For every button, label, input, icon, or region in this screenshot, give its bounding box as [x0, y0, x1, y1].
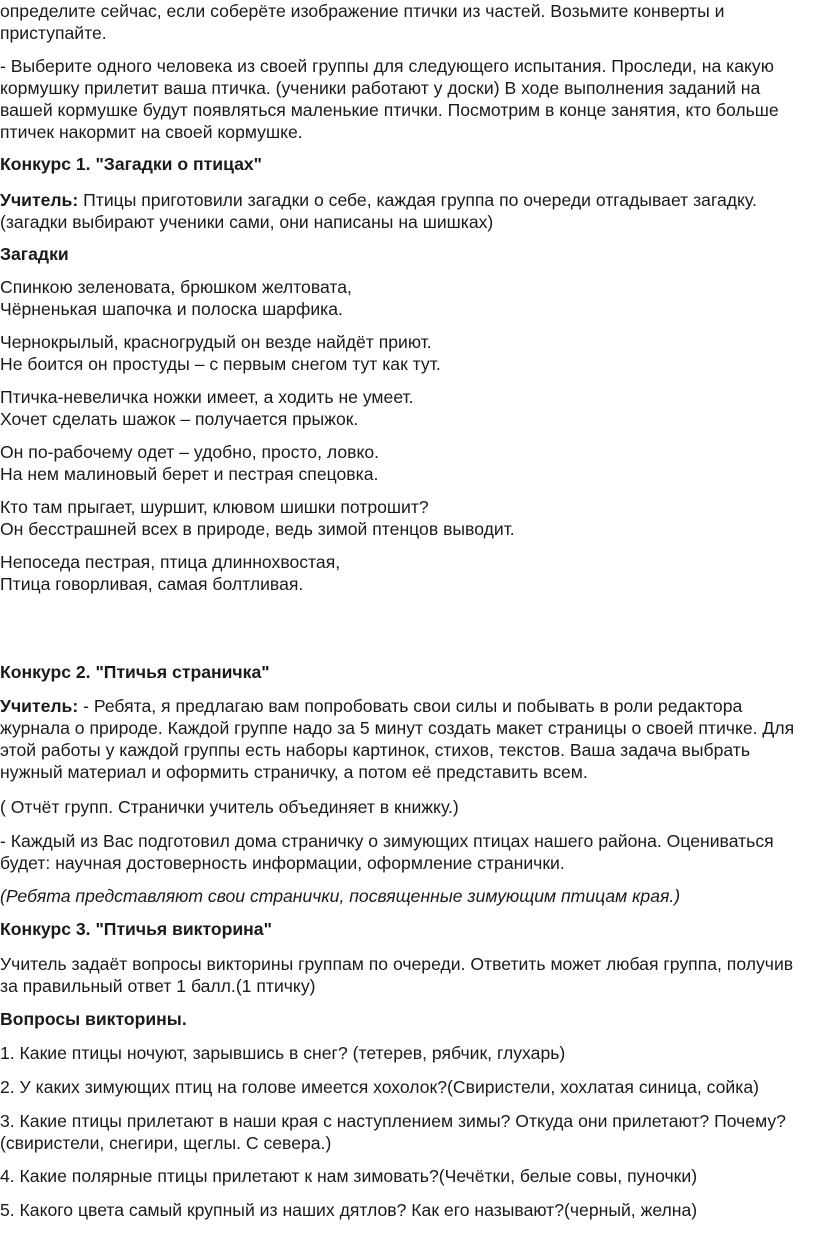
contest-1-title: Конкурс 1. "Загадки о птицах"	[0, 154, 263, 174]
home-page-paragraph: - Каждый из Вас подготовил дома страничку о зимующих птицах нашего района. Оцениваться будет: научная достоверность информации, оформление странички.	[0, 831, 774, 873]
riddle-4	[0, 441, 814, 485]
quiz-question-3: 3. Какие птицы прилетают в наши края с наступлением зимы? Откуда они прилетают? Почему? (свиристели, снегири, щеглы. С севера.)	[0, 1111, 786, 1153]
contest-2-teacher-paragraph	[0, 695, 814, 783]
presentation-note: (Ребята представляют свои странички, посвященные зимующим птицам края.)	[0, 886, 681, 906]
riddle-6-line-1: Непоседа пестрая, птица длиннохвостая,	[0, 552, 341, 572]
riddle-2-line-2: Не боится он простуды – с первым снегом тут как тут.	[0, 354, 441, 374]
riddle-3-line-1: Птичка-невеличка ножки имеет, а ходить не умеет.	[0, 387, 414, 407]
quiz-question-2: 2. У каких зимующих птиц на голове имеется хохолок?(Свиристели, хохлатая синица, сойка)	[0, 1077, 759, 1097]
quiz-question-5: 5. Какого цвета самый крупный из наших дятлов? Как его называют?(черный, желна)	[0, 1200, 698, 1220]
riddle-5-line-2: Он бесстрашней всех в природе, ведь зимой птенцов выводит.	[0, 519, 515, 539]
riddle-4-line-2: На нем малиновый берет и пестрая спецовка.	[0, 464, 379, 484]
quiz-question-4: 4. Какие полярные птицы прилетают к нам зимовать?(Чечётки, белые совы, пуночки)	[0, 1166, 698, 1186]
teacher-text: - Ребята, я предлагаю вам попробовать свои силы и побывать в роли редактора журнала о природе. Каждой группе надо за 5 минут создать макет страницы о своей птичке. Для этой работы у каждой группы есть наборы картинок, стихов, текстов. Ваша задача выбрать нужный материал и оформить страничку, а потом её представить всем.	[0, 696, 795, 782]
riddle-3	[0, 386, 814, 430]
contest-3-title: Конкурс 3. "Птичья викторина"	[0, 919, 272, 939]
quiz-question-1: 1. Какие птицы ночуют, зарывшись в снег? (тетерев, рябчик, глухарь)	[0, 1043, 566, 1063]
riddles-title: Загадки	[0, 244, 69, 264]
riddle-4-line-1: Он по-рабочему одет – удобно, просто, ловко.	[0, 442, 380, 462]
questions-title: Вопросы викторины.	[0, 1009, 187, 1029]
riddle-1	[0, 276, 814, 320]
teacher-text: Птицы приготовили загадки о себе, каждая группа по очереди отгадывает загадку. (загадки выбирают ученики сами, они написаны на шишках)	[0, 190, 757, 232]
riddle-5-line-1: Кто там прыгает, шуршит, клювом шишки потрошит?	[0, 497, 429, 517]
contest-1-teacher-paragraph	[0, 189, 814, 233]
contest-2-title: Конкурс 2. "Птичья страничка"	[0, 662, 270, 682]
riddle-1-line-1: Спинкою зеленовата, брюшком желтовата,	[0, 277, 352, 297]
contest-3-intro: Учитель задаёт вопросы викторины группам по очереди. Ответить может любая группа, получив за правильный ответ 1 балл.(1 птичку)	[0, 954, 794, 996]
teacher-label: Учитель:	[0, 696, 79, 716]
riddle-2	[0, 331, 814, 375]
riddle-5	[0, 496, 814, 540]
riddle-6-line-2: Птица говорливая, самая болтливая.	[0, 574, 304, 594]
riddle-2-line-1: Чернокрылый, красногрудый он везде найдёт приют.	[0, 332, 432, 352]
intro-paragraph-1: определите сейчас, если соберёте изображение птички из частей. Возьмите конверты и приступайте.	[0, 1, 725, 43]
report-paragraph: ( Отчёт групп. Странички учитель объединяет в книжку.)	[0, 797, 459, 817]
intro-paragraph-2: - Выберите одного человека из своей группы для следующего испытания. Проследи, на какую кормушку прилетит ваша птичка. (ученики работают у доски) В ходе выполнения заданий на вашей кормушке будут появляться маленькие птички. Посмотрим в конце занятия, кто больше птичек накормит на своей кормушке.	[0, 56, 779, 142]
riddle-1-line-2: Чёрненькая шапочка и полоска шарфика.	[0, 299, 343, 319]
teacher-label: Учитель:	[0, 190, 79, 210]
riddle-6	[0, 551, 814, 595]
riddle-3-line-2: Хочет сделать шажок – получается прыжок.	[0, 409, 359, 429]
